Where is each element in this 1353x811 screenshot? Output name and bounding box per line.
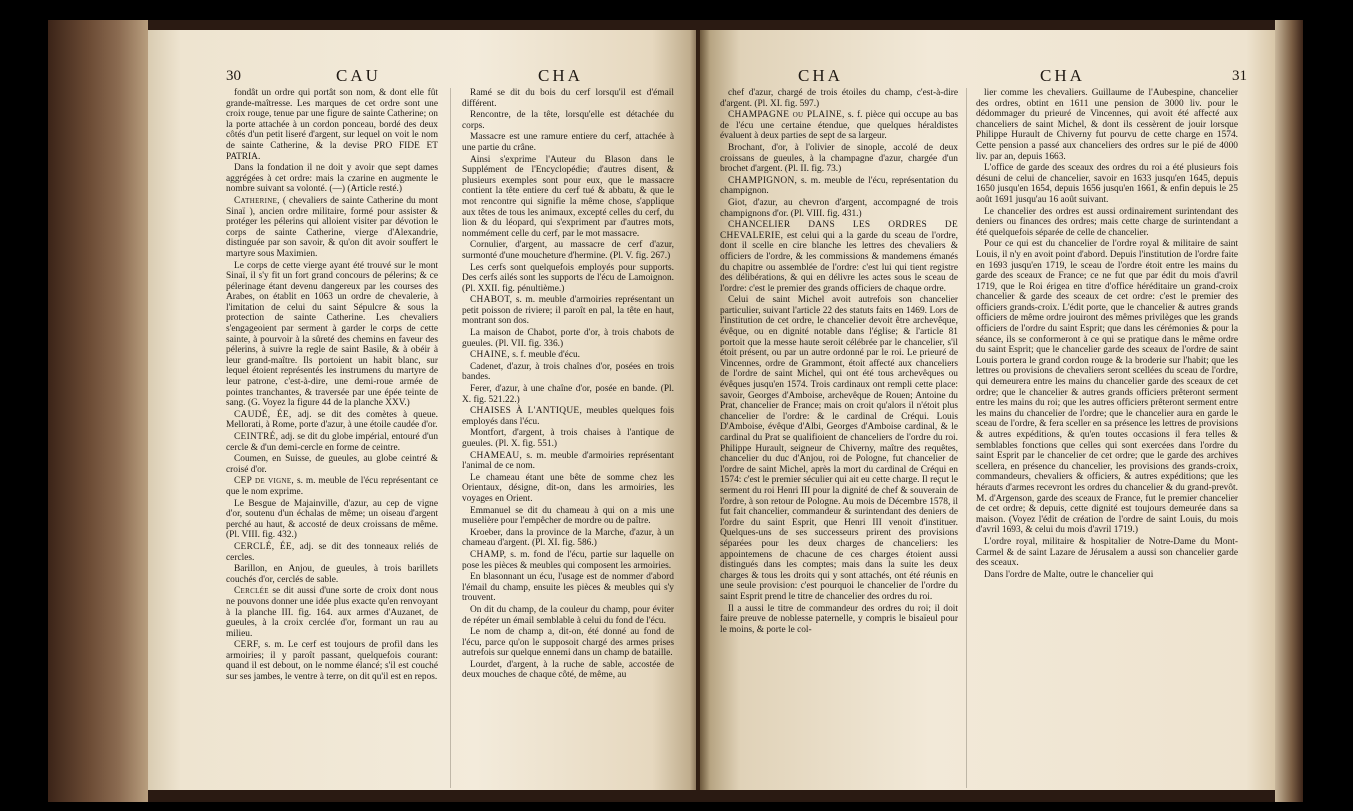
entry-paragraph (226, 564, 438, 585)
entry-text: s. m. meuble de l'écu, représentation du champignon. (720, 175, 958, 197)
entry-paragraph (462, 572, 674, 604)
entry-text: se dit aussi d'une sorte de croix dont nous ne pouvons donner une idée plus exacte qu'en renvoyant à la planche III. fig. 164. aux armes d'Auzanet, de gueules, à la croix cerclée d'or, formant un rau au milieu. (226, 586, 438, 639)
entry-paragraph (226, 499, 438, 541)
entry-text: adj. se dit des tonneaux reliés de cercles. (226, 541, 438, 563)
entry-headword: CHAISES À L'ANTIQUE, (470, 406, 583, 417)
entry-paragraph (720, 604, 958, 636)
entry-paragraph (226, 261, 438, 409)
entry-text: Pour ce qui est du chancelier de l'ordre royal & militaire de saint Louis, il n'y en avoit point d'abord. Depuis l'institution de l'ordre faite en 1693 jusqu'en 1719, le sceau de l'ordre étoit entre les mains du garde des sceaux de France; ce ne fut que par édit du mois d'avril 1719, que le Roi érigea en titre d'office héréditaire un grand-croix chancelier & garde des sceaux de cet ordre: c'est le premier des officiers grands-croix. L'édit porte, que le chancelier & autres grands officiers de même ordre jouiront des mêmes privilèges que les grands officiers de l'ordre du saint Esprit; que dans les cérémonies & pour la séance, ils se conformeront à ce qui se pratique dans le même ordre du saint Esprit; que le chancelier garde des sceaux de l'ordre de saint Louis portera le grand cordon rouge & la broderie sur l'habit; que les lettres ou provisions de chevaliers seront scellées du sceau de l'ordre, qui demeurera entre les mains du chancelier garde des sceaux de cet ordre; que le chancelier & autres grands officiers prêteront serment entre les mains du roi; que les autres officiers prêteront serment entre les mains du chancelier de l'ordre; que le chancelier aura en garde le sceau de l'ordre, & fera sceller en sa présence les lettres de provisions & autres expéditions, & qu'en toutes occasions il fera telles & semblables fonctions que celles qui sont exercées dans l'ordre du saint Esprit par le chancelier de cet ordre; que le garde des archives scellera, en présence du chancelier, les provisions des grands-croix, commandeurs, chevaliers & officiers, & autres expéditions; que les hérauts d'armes recevront les ordres du chancelier & du grand-prevôt. M. d'Argenson, garde des sceaux de France, fut le premier chancelier de cet ordre; & depuis, cette dignité est toujours demeurée dans sa maison. (Voyez l'édit de création de l'ordre de saint Louis, du mois d'avril 1693, & celui du mois d'avril 1719.) (976, 239, 1238, 536)
entry-paragraph (462, 605, 674, 626)
entry-paragraph (462, 328, 674, 349)
entry-text: s. m. meuble d'armoiries représentant l'animal de ce nom. (462, 450, 674, 472)
entry-text: s. f. pièce qui occupe au bas de l'écu une certaine étendue, que quelques héraldistes évaluent à deux parties de sept de sa largeur. (720, 110, 958, 142)
entry-text: En blasonnant un écu, l'usage est de nommer d'abord l'émail du champ, ensuite les pièces & meubles qui s'y trouvent. (462, 572, 674, 604)
entry-paragraph (226, 454, 438, 475)
entry-paragraph (226, 586, 438, 639)
entry-headword: CEP de vigne, (234, 476, 295, 487)
entry-paragraph (976, 570, 1238, 581)
entry-text: Coumen, en Suisse, de gueules, au globe ceintré & croisé d'or. (226, 454, 438, 475)
entry-paragraph (462, 660, 674, 681)
entry-headword: CAUDÉ, ÉE, (234, 409, 292, 420)
entry-text: Emmanuel se dit du chameau à qui on a mis une muselière pour l'empêcher de mordre ou de paître. (462, 505, 674, 527)
entry-paragraph (720, 295, 958, 602)
left-page (148, 30, 696, 790)
entry-headword: CHAMP, (470, 549, 507, 560)
left-page-number: 30 (226, 68, 241, 84)
entry-text: est celui qui a la garde du sceau de l'ordre, dont il scelle en cire blanche les lettres des chevaliers & officiers de l'ordre, & les commissions & mandemens émanés du chapitre ou assemblée de l'ordre: c'est lui qui tient registre des délibérations, & qui en délivre les actes sous le sceau de l'ordre: c'est le premier des grands officiers de chaque ordre. (720, 230, 958, 294)
entry-paragraph (462, 528, 674, 549)
entry-paragraph (462, 627, 674, 659)
entry-paragraph (720, 143, 958, 175)
entry-text: Le chameau étant une bête de somme chez les Orientaux, désigne, dit-on, dans les armoiries, les voyages en Orient. (462, 472, 674, 504)
entry-text: fondât un ordre qui portât son nom, & dont elle fût grande-maîtresse. Les marques de cet ordre sont une croix rouge, tenue par une figure de sainte Catherine; on la porte attachée à un cordon ponceau, bordé des deux côtés d'un petit liseré d'argent, sur lequel on voit le nom de sainte Catherine, & la devise PRO FIDE ET PATRIA. (226, 88, 438, 162)
entry-paragraph (226, 476, 438, 497)
entry-headword: CHABOT, (470, 295, 513, 306)
entry-paragraph (462, 428, 674, 449)
entry-paragraph (462, 132, 674, 153)
entry-paragraph (462, 406, 674, 427)
entry-text: Brochant, d'or, à l'olivier de sinople, accolé de deux croissans de gueules, à la champagne d'azur, chargée d'un brochet d'argent. (Pl. II. fig. 73.) (720, 142, 958, 175)
entry-text: lier comme les chevaliers. Guillaume de l'Aubespine, chancelier des ordres, obtint en 1611 une pension de 3000 liv. pour le dédommager du prieuré de Vincennes, qui avoit été affecté aux chanceliers de saint Michel, & dont ils cessèrent de jouir lorsque Philippe Hurault de Chiverny fut pourvu de cette charge en 1574. Cette pension a passé aux chanceliers des ordres sur le pié de 4000 liv. par an, depuis 1663. (976, 88, 1238, 162)
left-page-column-1 (226, 88, 438, 788)
entry-text: Le Besgue de Majainville, d'azur, au cep de vigne d'or, soutenu d'un échalas de même; un oiseau d'argent perché au haut, & accosté de deux croissans de même. (Pl. VIII. fig. 432.) (226, 498, 438, 541)
book-gutter-shadow (690, 30, 710, 790)
column-divider (450, 88, 451, 788)
entry-headword: CEINTRÉ, (234, 432, 279, 442)
entry-paragraph (462, 295, 674, 327)
right-page-column-1 (720, 88, 958, 788)
entry-paragraph (720, 198, 958, 219)
entry-text: Le corps de cette vierge ayant été trouvé sur le mont Sinaï, il s'y fit un fort grand concours de pélerins; & ce pélerinage étant devenu dangereux par les courses des Arabes, on établit en 1063 un ordre de chevalerie, à l'imitation de celui du saint Sépulcre & sous la protection de sainte Catherine. Les chevaliers s'engageoient par serment à garder le corps de cette sainte, à pourvoir à la sûreté des chemins en faveur des pélerins, à suivre la regle de saint Basile, & à obéir à leur grand-maître. Ils portoient un habit blanc, sur lequel étoient représentés les instrumens du martyre de leur patrone, c'est-à-dire, une demi-roue armée de pointes tranchantes, & traversée par une épée teinte de sang. (G. Voyez la figure 44 de la planche XXV.) (226, 260, 438, 409)
entry-text: s. m. Le cerf est toujours de profil dans les armoiries; il y paroît passant, quelquefois courant: quand il est debout, on le nomme élancé; s'il est couché sur ses jambes, le ventre à terre, on dit qu'il est en repos. (226, 640, 438, 683)
entry-text: s. m. meuble de l'écu représentant ce que le nom exprime. (226, 476, 438, 497)
entry-headword: Cerclée (234, 586, 269, 597)
entry-text: Massacre est une ramure entiere du cerf, attachée à une partie du crâne. (462, 132, 674, 153)
entry-paragraph (720, 220, 958, 294)
entry-text: Dans l'ordre de Malte, outre le chancelier qui (984, 569, 1154, 580)
entry-paragraph (226, 410, 438, 431)
entry-paragraph (976, 88, 1238, 162)
entry-paragraph (462, 384, 674, 405)
left-binding-edge (48, 20, 148, 802)
entry-paragraph (462, 350, 674, 361)
right-binding-edge (1275, 20, 1303, 802)
left-running-head-left: CAU (336, 66, 381, 85)
entry-headword: CHAMPAGNE ou PLAINE, (728, 110, 845, 121)
entry-paragraph (226, 542, 438, 563)
entry-text: Rencontre, de la tête, lorsqu'elle est détachée du corps. (462, 110, 674, 131)
entry-paragraph (462, 451, 674, 472)
entry-paragraph (976, 207, 1238, 239)
entry-text: s. f. meuble d'écu. (512, 350, 581, 361)
entry-paragraph (976, 239, 1238, 536)
entry-headword: CERF, (234, 640, 261, 651)
entry-headword: CHAMPIGNON, (728, 175, 798, 186)
entry-text: Ainsi s'exprime l'Auteur du Blason dans le Supplément de l'Encyclopédie; d'autres disent, & plusieurs exemples sont pour eux, que le massacre contient la tête entiere du cerf tué & abbatu, & que le mot rencontre qui signifie la même chose, s'applique aux têtes de tous les animaux, excepté celles du cerf, du lion & du léopard, qui s'expriment par d'autres mots, nommément celle du cerf, par le mot massacre. (462, 154, 674, 239)
column-divider (966, 88, 967, 788)
entry-text: Celui de saint Michel avoit autrefois son chancelier particulier, suivant l'article 22 des statuts faits en 1469. Lors de l'institution de cet ordre, le chancelier devoit être archevêque, évêque, ou en dignité notable dans l'église; & l'article 81 portoit que la messe haute seroit célébrée par le chancelier, s'il étoit présent, ou par un autre ordonné par le roi. Le prieuré de Vincennes, ordre de Grammont, étoit affecté aux chanceliers de l'ordre de saint Michel, qui ont été tous archevêques ou évêques jusqu'en 1574. Trois cardinaux ont rempli cette place: savoir, Georges d'Amboise, archevêque de Rouen; Antoine du Prat, chancelier de France; mais on croit qu'alors il n'étoit plus chancelier de l'ordre: & le cardinal de Créqui. Louis D'Amboise, évêque d'Albi, Georges d'Amboise cardinal, & le cardinal du Prat se qualifioient de chanceliers de l'ordre du roi. Philippe Hurault, seigneur de Chiverny, maître des requêtes, chancelier du duc d'Anjou, roi de Pologne, fut chancelier de l'ordre de saint Michel, après la mort du cardinal de Créqui en 1574: c'est le premier séculier qui ait eu cette charge. Il reçut le serment du roi Henri III pour la dignité de chef & souverain de l'ordre, à son retour de Pologne. Au mois de Décembre 1578, il fut fait chancelier, commandeur & surintendant des deniers de l'ordre du saint Esprit, que Henri III venoit d'instituer. Quelques-uns de ses successeurs prirent des provisions séparées pour les deux charges de chanceliers: les appointemens de chacune de ces charges étoient aussi distingués dans les comptes; mais dans la suite les deux charges & tous les droits qui y sont attachés, ont été réunis en une seule provision: c'est pourquoi le chancelier de l'ordre du saint Esprit prend le titre de chancelier des ordres du roi. (720, 295, 958, 602)
entry-text: s. m. fond de l'écu, partie sur laquelle on pose les pièces & meubles qui composent les armoiries. (462, 549, 674, 571)
right-page (700, 30, 1275, 790)
entry-paragraph (720, 110, 958, 142)
entry-text: Lourdet, d'argent, à la ruche de sable, accostée de deux mouches de chaque côté, de même, au (462, 659, 674, 681)
entry-text: adj. se dit des comètes à queue. Mellorati, à Rome, porte d'azur, à une étoile caudée d'or. (226, 409, 438, 431)
entry-text: Les cerfs sont quelquefois employés pour supports. Des cerfs ailés sont les supports de l'écu de Lamoignon. (Pl. XXII. fig. pénultième.) (462, 262, 674, 294)
entry-paragraph (462, 362, 674, 383)
left-page-column-2 (462, 88, 674, 788)
entry-text: Giot, d'azur, au chevron d'argent, accompagné de trois champignons d'or. (Pl. VIII. fig. 431.) (720, 197, 958, 219)
right-page-column-2 (976, 88, 1238, 788)
right-page-number: 31 (1232, 68, 1247, 84)
entry-paragraph (226, 88, 438, 162)
entry-text: On dit du champ, de la couleur du champ, pour éviter de répéter un émail semblable à celui du fond de l'écu. (462, 604, 674, 626)
entry-text: Il a aussi le titre de commandeur des ordres du roi; il doit faire preuve de noblesse paternelle, y compris le bisaïeul pour le moins, & porte le col- (720, 603, 958, 635)
entry-paragraph (226, 432, 438, 453)
entry-paragraph (462, 263, 674, 295)
entry-paragraph (462, 506, 674, 527)
entry-headword: CHAINE, (470, 350, 510, 361)
entry-text: chef d'azur, chargé de trois étoiles du champ, c'est-à-dire d'argent. (Pl. XI. fig. 597.) (720, 88, 958, 109)
entry-paragraph (720, 88, 958, 109)
entry-text: Barillon, en Anjou, de gueules, à trois barillets couchés d'or, cerclés de sable. (226, 564, 438, 585)
entry-paragraph (462, 550, 674, 571)
entry-text: Kroeber, dans la province de la Marche, d'azur, à un chameau d'argent. (Pl. XI. fig. 586.) (462, 527, 674, 549)
entry-headword: CERCLÉ, ÉE, (234, 541, 295, 552)
right-running-head-right: CHA (1040, 66, 1085, 85)
entry-paragraph (462, 88, 674, 109)
entry-paragraph (462, 110, 674, 131)
entry-text: Dans la fondation il ne doit y avoir que sept dames aggrégées à cet ordre: mais la czarine en augmente le nombre suivant sa volonté. (—) (Article resté.) (226, 163, 438, 195)
right-running-head-left: CHA (798, 66, 843, 85)
entry-text: L'ordre royal, militaire & hospitalier de Notre-Dame du Mont-Carmel & de saint Lazare de Jérusalem a aussi son chancelier garde des sceaux. (976, 536, 1238, 569)
entry-paragraph (462, 155, 674, 240)
entry-paragraph (462, 473, 674, 505)
entry-paragraph (462, 240, 674, 261)
entry-paragraph (226, 640, 438, 682)
entry-text: La maison de Chabot, porte d'or, à trois chabots de gueules. (Pl. VII. fig. 336.) (462, 328, 674, 349)
entry-text: meubles quelques fois employés dans l'écu. (462, 406, 674, 427)
entry-text: Cadenet, d'azur, à trois chaînes d'or, posées en trois bandes. (462, 361, 674, 383)
entry-headword: CHAMEAU, (470, 450, 523, 461)
entry-text: s. m. meuble d'armoiries représentant un petit poisson de riviere; il paroît en pal, la tête en haut, montrant son dos. (462, 295, 674, 327)
entry-text: Montfort, d'argent, à trois chaises à l'antique de gueules. (Pl. X. fig. 551.) (462, 428, 674, 449)
entry-text: Le nom de champ a, dit-on, été donné au fond de l'écu, parce qu'on le supposoit chargé des armes prises autrefois sur quelque ennemi dans un champ de bataille. (462, 627, 674, 659)
entry-text: adj. se dit du globe impérial, entouré d'un cercle & d'un demi-cercle en forme de ceintre. (226, 432, 438, 453)
entry-headword: CHANCELIER DANS LES ORDRES DE CHEVALERIE, (720, 220, 958, 241)
entry-text: Ferer, d'azur, à une chaîne d'or, posée en bande. (Pl. X. fig. 521.22.) (462, 384, 674, 405)
entry-text: Le chancelier des ordres est aussi ordinairement surintendant des deniers ou finances des ordres; mais cette charge de surintendant a été quelquefois séparée de celle de chancelier. (976, 206, 1238, 238)
entry-paragraph (976, 537, 1238, 569)
entry-paragraph (720, 176, 958, 197)
entry-text: Cornulier, d'argent, au massacre de cerf d'azur, surmonté d'une moucheture d'hermine. (Pl. V. fig. 267.) (462, 240, 674, 261)
entry-text: Ramé se dit du bois du cerf lorsqu'il est d'émail différent. (462, 88, 674, 109)
left-running-head-right: CHA (538, 66, 583, 85)
entry-headword: Catherine, (234, 195, 280, 206)
entry-paragraph (226, 196, 438, 260)
entry-paragraph (976, 163, 1238, 205)
entry-text: ( chevaliers de sainte Catherine du mont Sinaï ), ancien ordre militaire, formé pour assister & protéger les pélerins qui alloient visiter par dévotion le corps de sainte Catherine, vierge d'Alexandrie, distinguée par son savoir, & qu'on dit avoir souffert le martyre sous Maximien. (226, 195, 438, 259)
entry-text: L'office de garde des sceaux des ordres du roi a été plusieurs fois désuni de celui de chancelier, savoir en 1633 jusqu'en 1645, depuis 1650 jusqu'en 1654, depuis 1656 jusqu'en 1661, & enfin depuis le 25 août 1691 jusqu'au 16 août suivant. (976, 163, 1238, 205)
entry-paragraph (226, 163, 438, 195)
